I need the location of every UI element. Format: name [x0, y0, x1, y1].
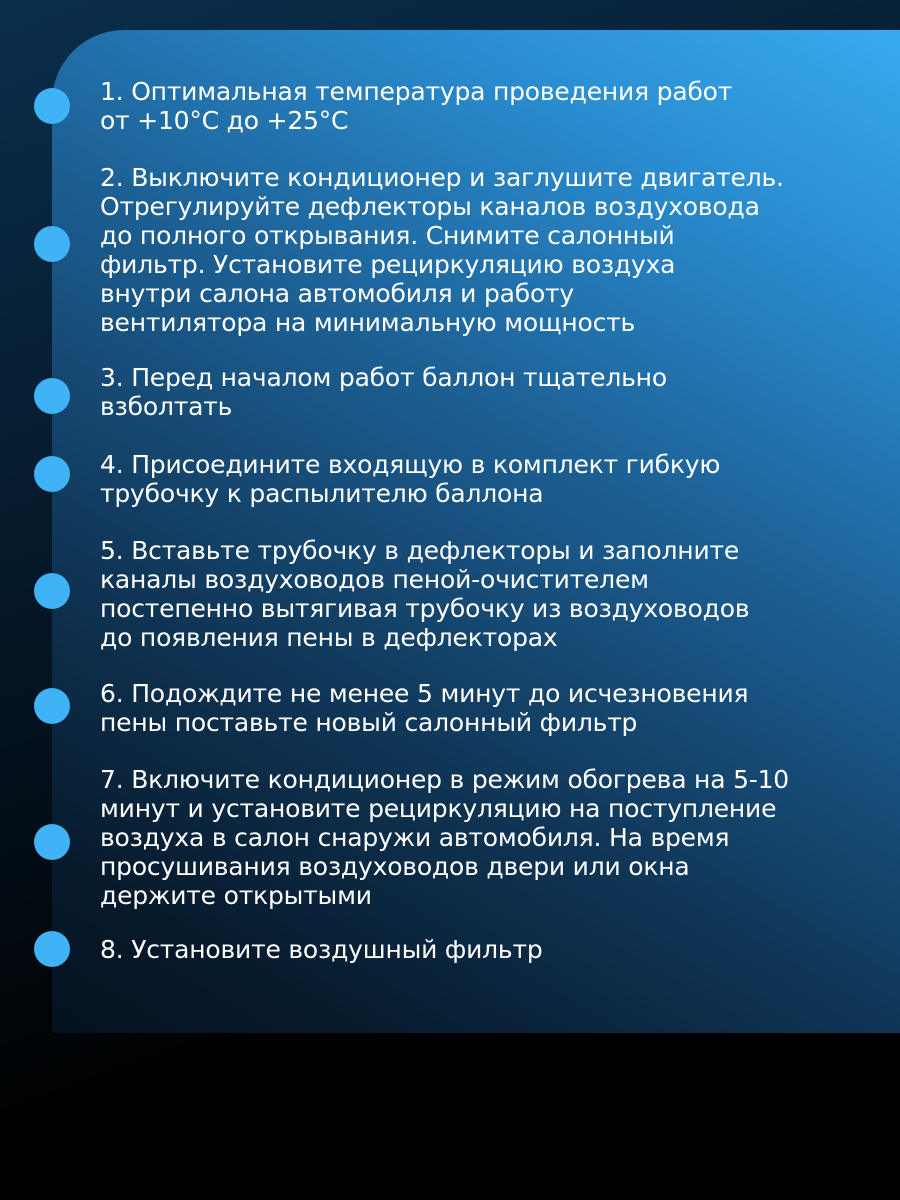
- bullet-dot-icon: [34, 226, 70, 262]
- step-text: 1. Оптимальная температура проведения работ от +10°С до +25°С: [100, 77, 733, 135]
- bullet-dot-icon: [34, 456, 70, 492]
- step-text: 6. Подождите не менее 5 минут до исчезновения пены поставьте новый салонный фильтр: [100, 679, 749, 737]
- step-text: 8. Установите воздушный фильтр: [100, 935, 543, 964]
- step-text: 4. Присоедините входящую в комплект гибкую трубочку к распылителю баллона: [100, 450, 721, 508]
- bullet-dot-icon: [34, 88, 70, 124]
- step-text: 3. Перед началом работ баллон тщательно взболтать: [100, 363, 667, 421]
- step-text: 2. Выключите кондиционер и заглушите двигатель. Отрегулируйте дефлекторы каналов воздуховода до полного открывания. Снимите салонный фильтр. Установите рециркуляцию воздуха внутри салона автомобиля и работу вентилятора на минимальную мощность: [100, 163, 784, 337]
- bullet-dot-icon: [34, 824, 70, 860]
- bullet-dot-icon: [34, 688, 70, 724]
- bullet-dot-icon: [34, 931, 70, 967]
- step-text: 5. Вставьте трубочку в дефлекторы и заполните каналы воздуховодов пеной-очистителем постепенно вытягивая трубочку из воздуховодов до появления пены в дефлекторах: [100, 536, 750, 652]
- bullet-dot-icon: [34, 573, 70, 609]
- step-text: 7. Включите кондиционер в режим обогрева на 5-10 минут и установите рециркуляцию на поступление воздуха в салон снаружи автомобиля. На время просушивания воздуховодов двери или окна держите открытыми: [100, 765, 790, 910]
- bullet-dot-icon: [34, 378, 70, 414]
